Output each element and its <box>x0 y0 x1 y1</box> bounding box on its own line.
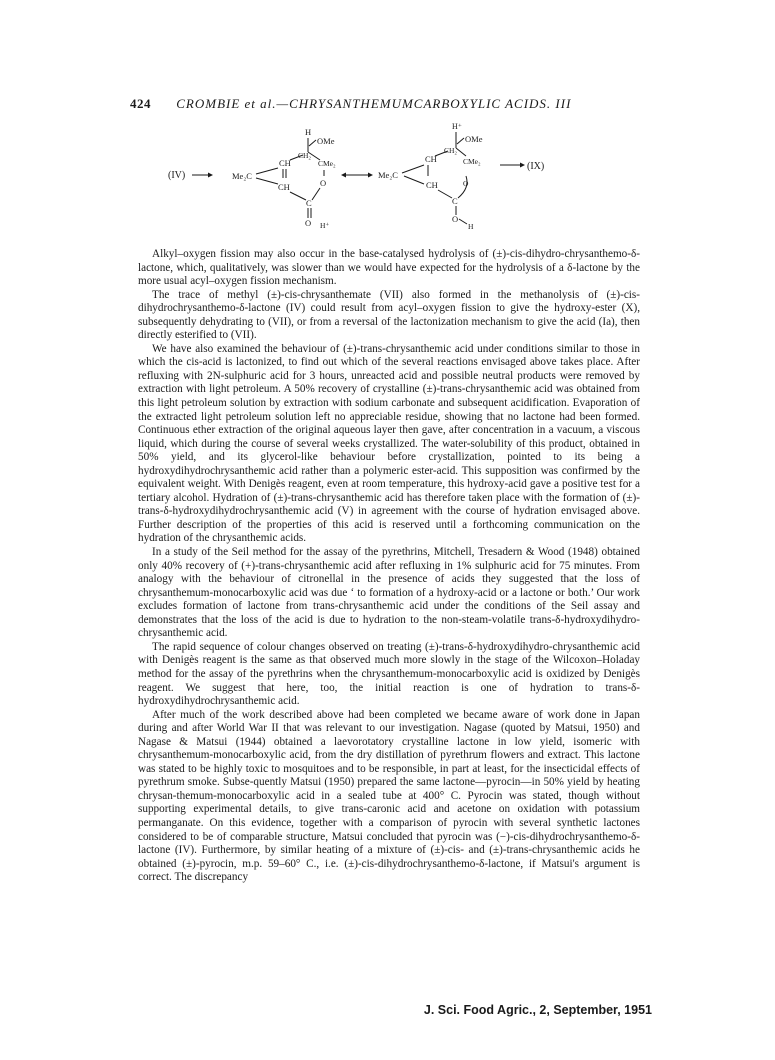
paragraph-4: In a study of the Seil method for the assay of the pyrethrins, Mitchell, Tresadern & Wood (1948) obtained only 40% recovery of (+)-trans-chrysanthemic acid after refluxing in 1% sulphuric acid for 75 minutes. From analogy with the behaviour of citronellal in the presence of acids they suggested that the loss of chrysanthemum-monocarboxylic acid was due ‘ to formation of a hydroxy-acid or a lactone or both.’ Our work excludes formation of lactone from trans-chrysanthemic acid under the conditions of the Seil assay and demonstrates that the loss of the acid is due to hydration to the non-steam-volatile trans-δ-hydroxydihydro-chrysanthemic acid. <box>138 546 640 640</box>
svg-text:Me₂C: Me₂C <box>232 171 252 181</box>
svg-text:CH: CH <box>426 180 438 190</box>
paragraph-5: The rapid sequence of colour changes observed on treating (±)-trans-δ-hydroxydihydro-chrysanthemic acid with Denigès reagent is the same as that observed much more slowly in the stage of the Wilcoxon–Holaday method for the assay of the pyrethrins when the chrysanthemum-monocarboxylic acid is oxidized by Denigès reagent. We suggest that here, too, the initial reaction is one of hydration to trans-δ-hydroxydihydrochrysanthemic acid. <box>138 640 640 708</box>
svg-text:O: O <box>452 214 459 224</box>
svg-text:C: C <box>452 196 458 206</box>
paragraph-6: After much of the work described above had been completed we became aware of work done in Japan during and after World War II that was relevant to our investigation. Nagase (quoted by Matsui, 1950) and Nagase & Matsui (1944) obtained a laevorotatory crystalline lactone in low yield, isomeric with chrysanthemum-monocarboxylic acid, from the dry distillation of pyrethrum flowers and extract. This lactone was stated to be highly toxic to mosquitoes and to be responsible, in part at least, for the insecticidal effects of pyrethrum smoke. Subse-quently Matsui (1950) prepared the same lactone—pyrocin—in 50% yield by heating chrysan-themum-monocarboxylic acid in a sealed tube at 400° C. Pyrocin was stated, though without supporting experimental details, to give trans-caronic acid and acetone on oxidation with potassium permanganate. On this evidence, together with a comparison of pyrocin with several synthetic lactones considered to be of comparable structure, Matsui concluded that pyrocin was (−)-cis-dihydrochrysanthemo-δ-lactone (IV). Furthermore, by similar heating of a mixture of (±)-cis- and (±)-trans-chrysanthemic acids he obtained (±)-pyrocin, m.p. 59–60° C., i.e. (±)-cis-dihydrochrysanthemo-δ-lactone, if Matsui's argument is correct. The discrepancy <box>138 708 640 884</box>
svg-text:O: O <box>463 179 469 188</box>
svg-text:C: C <box>306 198 312 208</box>
svg-text:CMe₂: CMe₂ <box>463 157 481 166</box>
svg-text:CH: CH <box>425 154 437 164</box>
oxonium-structure-2 <box>378 122 483 230</box>
svg-text:OMe: OMe <box>465 134 483 144</box>
svg-text:Me₂C: Me₂C <box>378 170 398 180</box>
svg-text:H: H <box>305 127 312 137</box>
svg-text:H⁺: H⁺ <box>452 122 462 131</box>
svg-text:CMe₂: CMe₂ <box>318 159 336 168</box>
compound-label-iv: (IV) <box>168 170 186 181</box>
journal-citation-footer: J. Sci. Food Agric., 2, September, 1951 <box>423 1003 652 1017</box>
svg-text:CH₂: CH₂ <box>444 146 458 155</box>
page-number: 424 <box>130 96 151 111</box>
oxonium-structure-1 <box>232 127 336 230</box>
svg-text:H⁺: H⁺ <box>320 221 330 230</box>
running-title: CROMBIE et al.—CHRYSANTHEMUMCARBOXYLIC ACIDS. III <box>176 96 572 111</box>
paragraph-3: We have also examined the behaviour of (±)-trans-chrysanthemic acid under conditions similar to those in which the cis-acid is lactonized, to find out which of the several reactions envisaged above takes place. After refluxing with 2N-sulphuric acid for 3 hours, unreacted acid and possible neutral products were removed by extraction with light petroleum. A 50% recovery of crystalline (±)-trans-chrysanthemic acid was obtained from this light petroleum solution by extraction with sodium carbonate and subsequent acidification. Evaporation of the extracted light petroleum solution left no appreciable residue, showing that no lactone had been formed. Continuous ether extraction of the original aqueous layer then gave, after concentration in a vacuum, a viscous liquid, which during the course of several weeks crystallized. The water-solubility of this product, obtained in 50% yield, and its glycerol-like behaviour before crystallization, pointed to its being a hydroxydihydrochrysanthemic acid rather than a polymeric ester-acid. This supposition was confirmed by the equivalent weight. With Denigès reagent, even at room temperature, this hydroxy-acid gave a positive test for a tertiary alcohol. Hydration of (±)-trans-chrysanthemic acid has therefore taken place with the formation of (±)-trans-δ-hydroxydihydrochrysanthemic acid (V) in agreement with the course of hydration envisaged above. Further description of the properties of this acid is reserved until a forthcoming communication on the hydration of the chrysanthemic acids. <box>138 342 640 545</box>
paragraph-1: Alkyl–oxygen fission may also occur in the base-catalysed hydrolysis of (±)-cis-dihydro-chrysanthemo-δ-lactone, which, qualitatively, was slower than we would have expected for the hydrolysis of a δ-lactone by the more usual acyl–oxygen fission mechanism. <box>138 248 640 288</box>
running-header <box>130 96 650 112</box>
svg-text:OMe: OMe <box>317 136 335 146</box>
compound-label-ix: (IX) <box>527 161 545 172</box>
svg-text:O: O <box>320 178 327 188</box>
svg-text:O: O <box>305 218 312 228</box>
svg-text:CH: CH <box>279 158 291 168</box>
svg-text:CH: CH <box>278 182 290 192</box>
paragraph-2: The trace of methyl (±)-cis-chrysanthemate (VII) also formed in the methanolysis of (±)-cis-dihydrochrysanthemo-δ-lactone (IV) could result from acyl–oxygen fission to give the hydroxy-ester (X), subsequently dehydrating to (VII), or from a reversal of the lactonization mechanism to give the acid (Ia), then directly esterified to (VII). <box>138 288 640 342</box>
article-body <box>138 248 640 885</box>
reaction-scheme <box>160 118 580 230</box>
svg-text:H: H <box>468 222 474 230</box>
svg-text:CH₂: CH₂ <box>298 151 312 160</box>
